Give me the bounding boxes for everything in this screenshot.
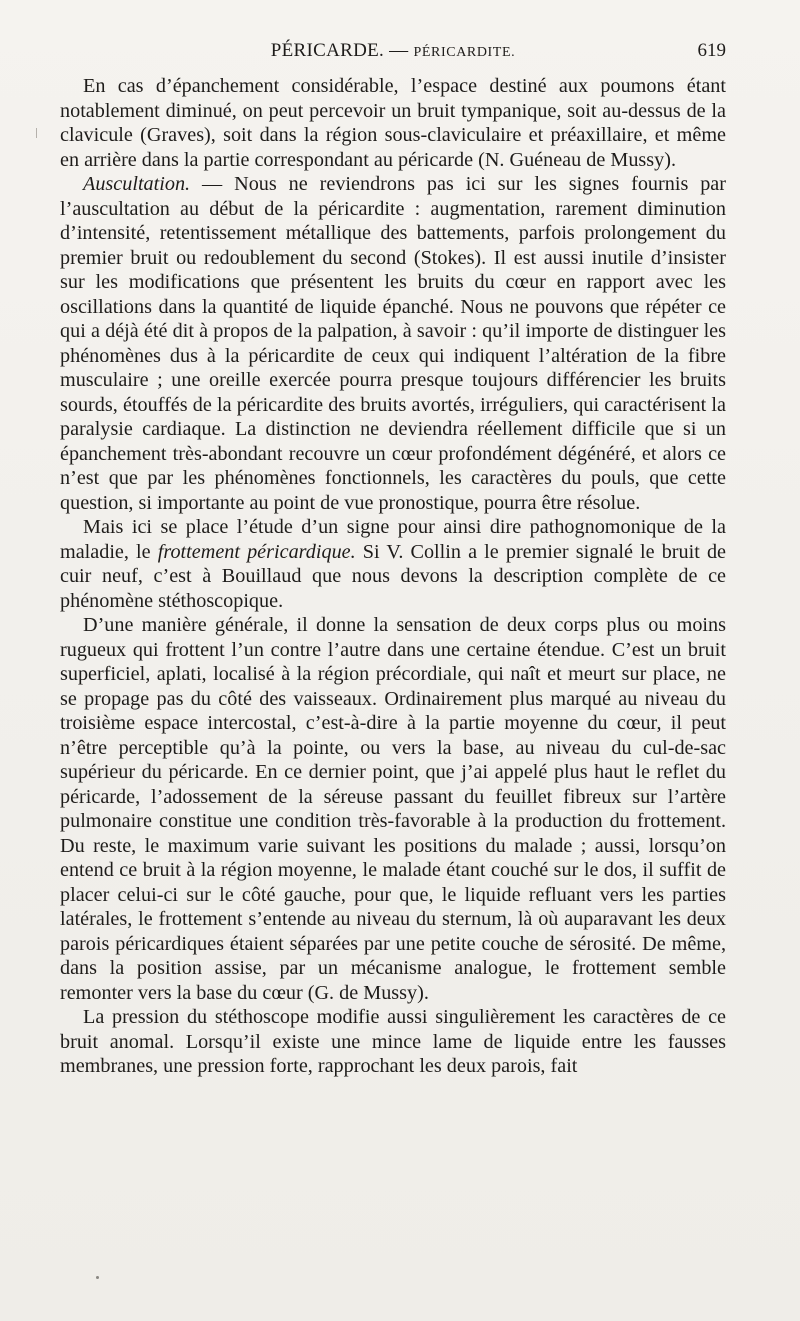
header-subtitle: PÉRICARDITE. — [413, 45, 516, 60]
body-text — [60, 74, 726, 1079]
paragraph-1: En cas d’épanchement considérable, l’espace destiné aux poumons étant notablement diminué, on peut percevoir un bruit tympanique, soit au-dessus de la clavicule (Graves), soit dans la région sous-claviculaire et préaxillaire, et même en arrière dans la partie correspondant au péricarde (N. Guéneau de Mussy). — [60, 75, 726, 171]
paragraph-2-text: — Nous ne reviendrons pas ici sur les signes fournis par l’auscultation au début de la péricardite : augmentation, rarement diminution d’intensité, retentissement métallique des battements, parfois prolongement du premier bruit ou redoublement du second (Stokes). Il est aussi inutile d’insister sur les modifications que présentent les bruits du cœur en rapport avec les oscillations dans la quantité de liquide épanché. Nous ne pouvons que répéter ce qui a déjà été dit à propos de la palpation, à savoir : qu’il importe de distinguer les phénomènes dus à la péricardite de ceux qui indiquent l’altération de la fibre musculaire ; une oreille exercée pourra presque toujours différencier les bruits sourds, étouffés de la péricardite des bruits avortés, irréguliers, qui caractérisent la paralysie cardiaque. La distinction ne deviendra réellement difficile que si un épanchement très-abondant recouvre un cœur profondément dégénéré, et alors ce n’est que par les phénomènes fonctionnels, les caractères du pouls, que cette question, si importante au point de vue pronostique, pourra être résolue. — [60, 173, 726, 514]
paragraph-5: La pression du stéthoscope modifie aussi singulièrement les caractères de ce bruit anomal. Lorsqu’il existe une mince lame de liquide entre les fausses membranes, une pression forte, rapprochant les deux parois, fait — [60, 1006, 726, 1077]
paragraph-3-text-before: Mais ici se place l’étude d’un signe pour ainsi dire pathognomonique de la maladie, le — [60, 516, 726, 563]
margin-mark — [36, 128, 37, 138]
paragraph-3-text-after: Si V. Collin a le premier signalé le bruit de cuir neuf, c’est à Bouillaud que nous devons la description complète de ce phénomène stéthoscopique. — [60, 540, 727, 612]
paragraph-4: D’une manière générale, il donne la sensation de deux corps plus ou moins rugueux qui frottent l’un contre l’autre dans une certaine étendue. C’est un bruit superficiel, aplati, localisé à la région précordiale, qui naît et meurt sur place, ne se propage pas du côté des vaisseaux. Ordinairement plus marqué au niveau du troisième espace intercostal, c’est-à-dire à la partie moyenne du cœur, il peut n’être perceptible qu’à la pointe, ou vers la base, au niveau du cul-de-sac supérieur du péricarde. En ce dernier point, que j’ai appelé plus haut le reflet du péricarde, l’adossement de la séreuse passant du feuillet fibreux sur l’artère pulmonaire constitue une condition très-favorable à la production du frottement. Du reste, le maximum varie suivant les positions du malade ; aussi, lorsqu’on entend ce bruit à la région moyenne, le malade étant couché sur le dos, il suffit de placer celui-ci sur le côté gauche, pour que, le liquide refluant vers les parties latérales, le frottement s’entende au niveau du sternum, là où auparavant les deux parois péricardiques étaient séparées par une petite couche de sérosité. De même, dans la position assise, par un mécanisme analogue, le frottement semble remonter vers la base du cœur (G. de Mussy). — [60, 614, 726, 1004]
section-heading-auscultation: Auscultation. — [83, 173, 191, 195]
paragraph-2 — [60, 172, 726, 515]
page-number: 619 — [697, 40, 726, 61]
stray-mark — [96, 1276, 99, 1279]
paragraph-3 — [60, 515, 726, 613]
running-title — [60, 40, 726, 62]
header-title: PÉRICARDE. — — [270, 40, 409, 61]
term-frottement: frottement péricardique. — [157, 540, 356, 563]
running-head — [60, 40, 726, 70]
